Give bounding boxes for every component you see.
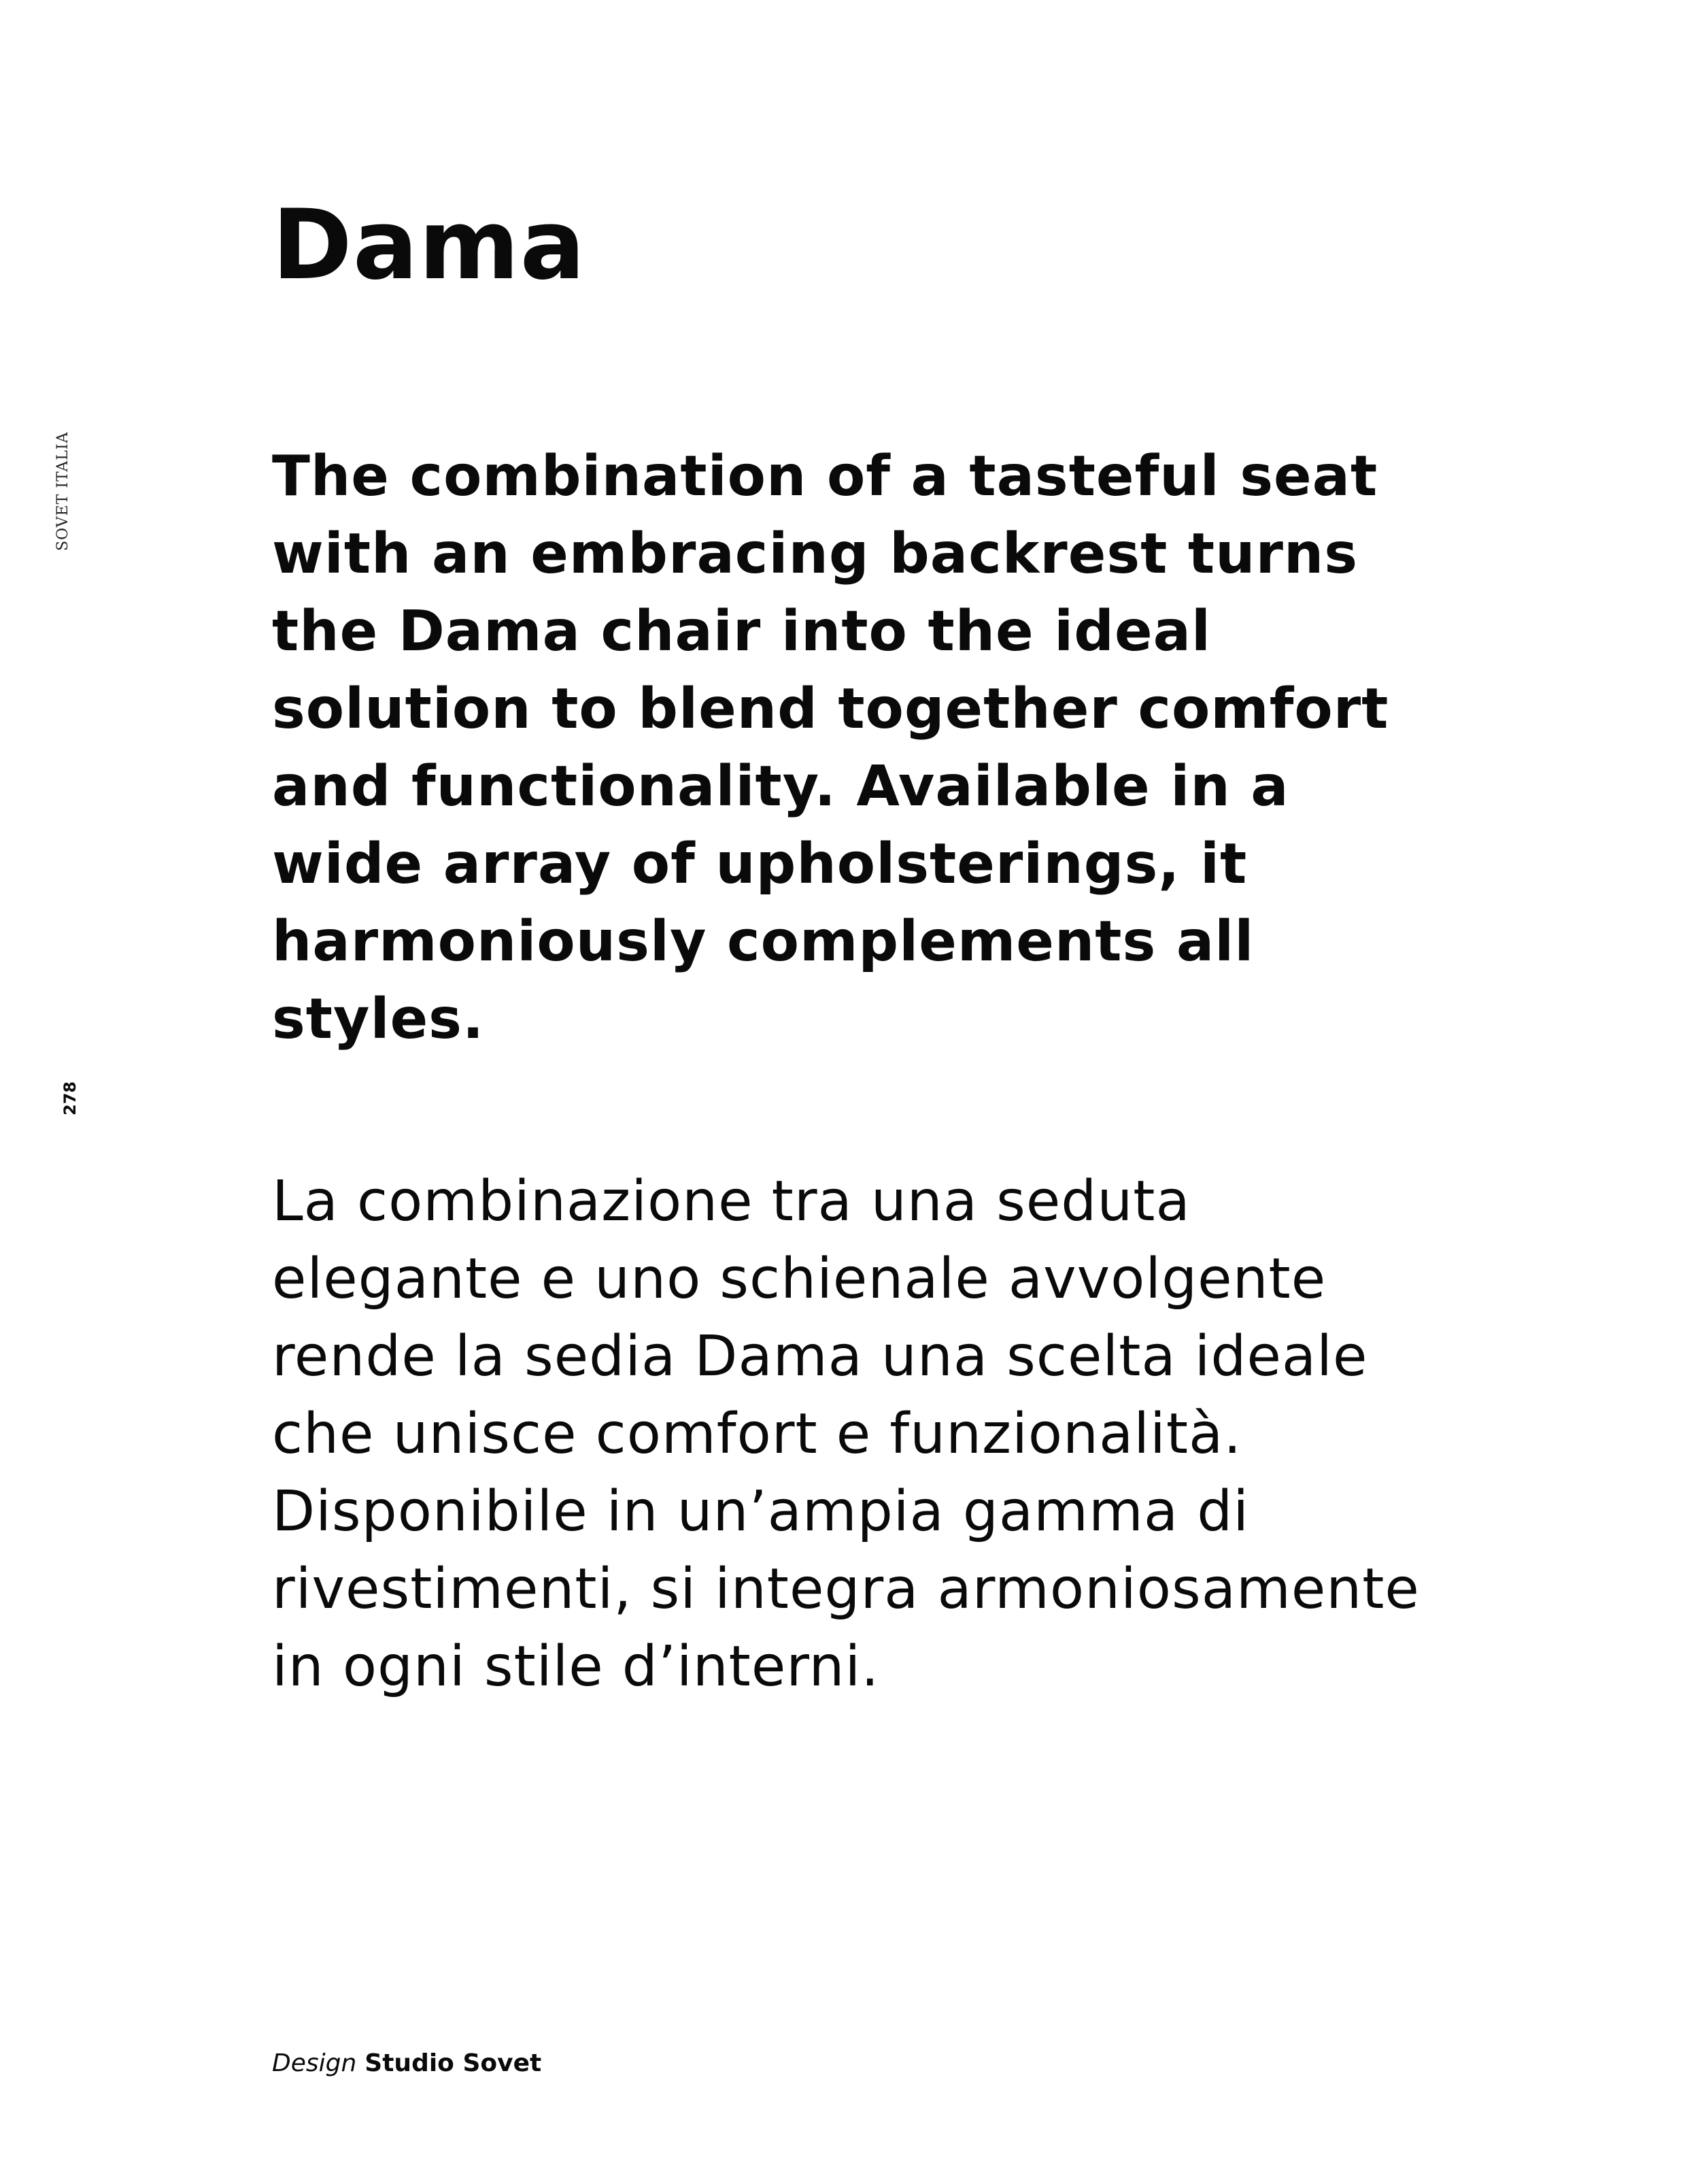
- design-credit: [272, 2047, 541, 2080]
- brand-vertical-label: SOVET ITALIA: [54, 431, 71, 551]
- page-title: Dama: [272, 189, 586, 301]
- description-english: The combination of a tasteful seat with an embracing backrest turns the Dama chair into the ideal solution to blend together comfort and functionality. Available in a wide array of upholsterings, it harmoniously complements all styles.: [272, 444, 1389, 1052]
- page-number: 278: [61, 1081, 80, 1115]
- designer-name: Studio Sovet: [364, 2049, 542, 2077]
- design-credit-label: Design: [272, 2049, 357, 2077]
- description-italian: La combinazione tra una seduta elegante e uno schienale avvolgente rende la sedia Dama una scelta ideale che unisce comfort e funzionalità. Disponibile in un’ampia gamma di rivestimenti, si integra armoniosamente in ogni stile d’interni.: [272, 1169, 1420, 1699]
